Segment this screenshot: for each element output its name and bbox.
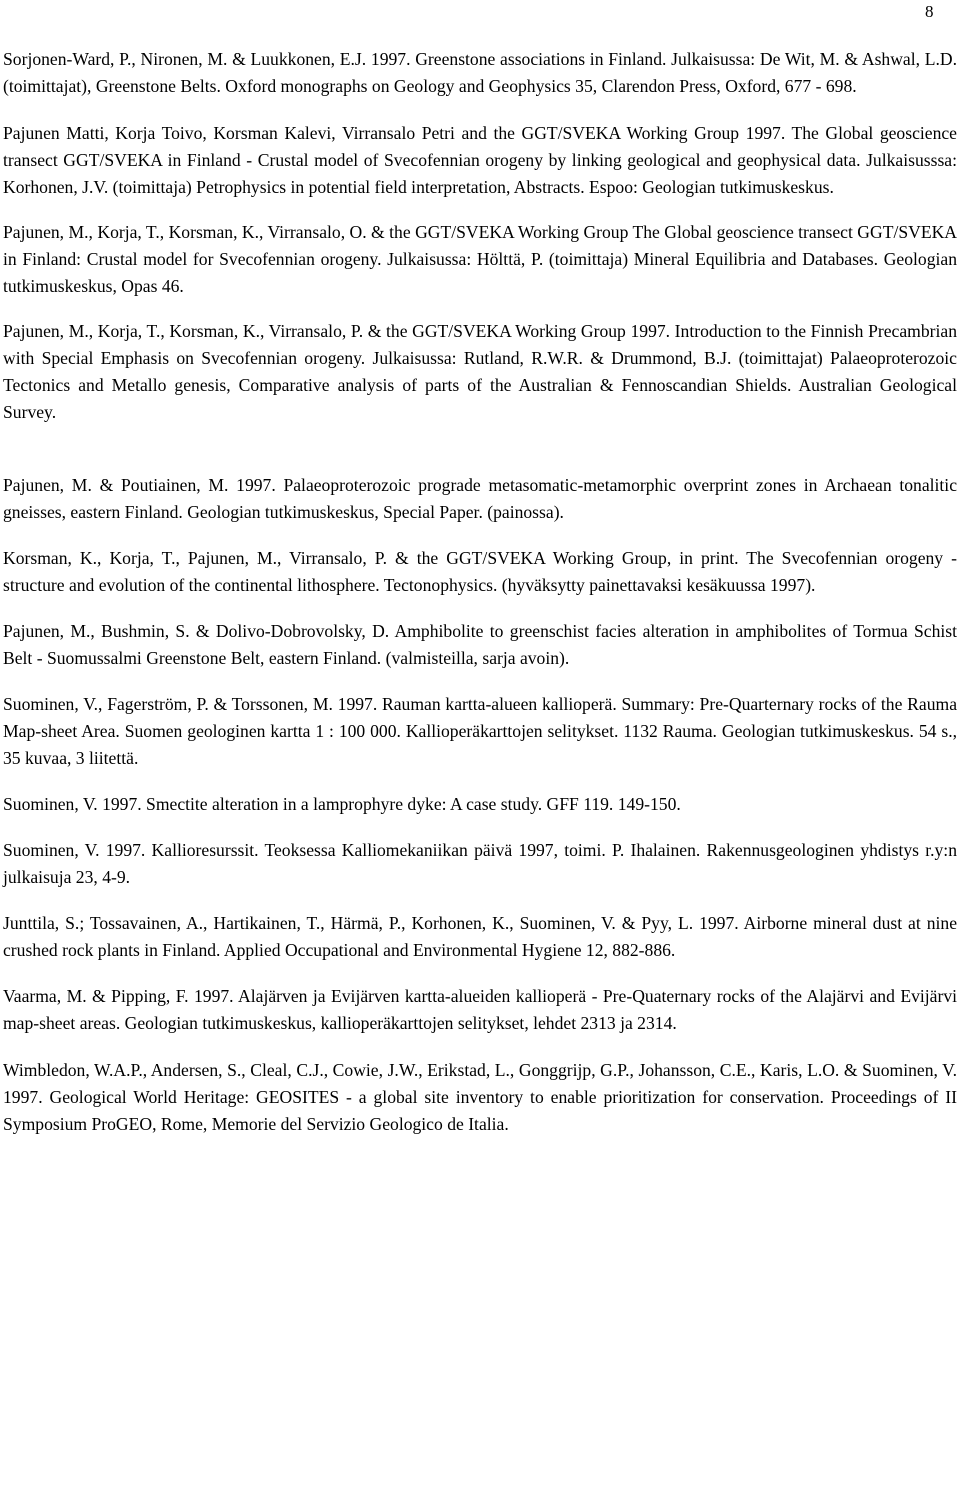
reference-entry: Junttila, S.; Tossavainen, A., Hartikainen, T., Härmä, P., Korhonen, K., Suominen, V. & Pyy, L. 1997. Airborne mineral dust at nine crushed rock plants in Finland. Applied Occupational and Environmental Hygiene 12, 882-886. xyxy=(3,913,957,960)
reference-entry: Suominen, V. 1997. Kallioresurssit. Teoksessa Kalliomekaniikan päivä 1997, toimi. P. Ihalainen. Rakennusgeologinen yhdistys r.y:n julkaisuja 23, 4-9. xyxy=(3,840,957,887)
reference-entry: Pajunen, M., Korja, T., Korsman, K., Virransalo, P. & the GGT/SVEKA Working Group 1997. Introduction to the Finnish Precambrian with Special Emphasis on Svecofennian orogeny. Julkaisussa: Rutland, R.W.R. & Drummond, B.J. (toimittajat) Palaeoproterozoic Tectonics and Metallo genesis, Comparative analysis of parts of the Australian & Fennoscandian Shields. Australian Geological Survey. xyxy=(3,321,957,422)
reference-entry: Suominen, V., Fagerström, P. & Torssonen, M. 1997. Rauman kartta-alueen kallioperä. Summary: Pre-Quarternary rocks of the Rauma Map-sheet Area. Suomen geologinen kartta 1 : 100 000. Kallioperäkarttojen selitykset. 1132 Rauma. Geologian tutkimuskeskus. 54 s., 35 kuvaa, 3 liitettä. xyxy=(3,694,957,768)
reference-entry: Sorjonen-Ward, P., Nironen, M. & Luukkonen, E.J. 1997. Greenstone associations in Finland. Julkaisussa: De Wit, M. & Ashwal, L.D. (toimittajat), Greenstone Belts. Oxford monographs on Geology and Geophysics 35, Clarendon Press, Oxford, 677 - 698. xyxy=(3,49,957,96)
reference-entry: Suominen, V. 1997. Smectite alteration in a lamprophyre dyke: A case study. GFF 119. 149-150. xyxy=(3,794,681,814)
reference-entry: Pajunen, M. & Poutiainen, M. 1997. Palaeoproterozoic prograde metasomatic-metamorphic overprint zones in Archaean tonalitic gneisses, eastern Finland. Geologian tutkimuskeskus, Special Paper. (painossa). xyxy=(3,475,957,522)
reference-entry: Vaarma, M. & Pipping, F. 1997. Alajärven ja Evijärven kartta-alueiden kallioperä - Pre-Quaternary rocks of the Alajärvi and Evijärvi map-sheet areas. Geologian tutkimuskeskus, kallioperäkarttojen selitykset, lehdet 2313 ja 2314. xyxy=(3,986,957,1033)
page-number: 8 xyxy=(925,2,934,21)
reference-list xyxy=(3,46,957,1138)
reference-entry: Pajunen, M., Bushmin, S. & Dolivo-Dobrovolsky, D. Amphibolite to greenschist facies alteration in amphibolites of Tormua Schist Belt - Suomussalmi Greenstone Belt, eastern Finland. (valmisteilla, sarja avoin). xyxy=(3,621,957,668)
reference-entry: Pajunen, M., Korja, T., Korsman, K., Virransalo, O. & the GGT/SVEKA Working Group The Global geoscience transect GGT/SVEKA in Finland: Crustal model for Svecofennian orogeny. Julkaisussa: Hölttä, P. (toimittaja) Mineral Equilibria and Databases. Geologian tutkimuskeskus, Opas 46. xyxy=(3,222,957,296)
reference-entry: Korsman, K., Korja, T., Pajunen, M., Virransalo, P. & the GGT/SVEKA Working Group, in print. The Svecofennian orogeny - structure and evolution of the continental lithosphere. Tectonophysics. (hyväksytty painettavaksi kesäkuussa 1997). xyxy=(3,548,957,595)
reference-entry: Wimbledon, W.A.P., Andersen, S., Cleal, C.J., Cowie, J.W., Erikstad, L., Gonggrijp, G.P., Johansson, C.E., Karis, L.O. & Suominen, V. 1997. Geological World Heritage: GEOSITES - a global site inventory to enable prioritization for conservation. Proceedings of II Symposium ProGEO, Rome, Memorie del Servizio Geologico de Italia. xyxy=(3,1060,957,1134)
reference-entry: Pajunen Matti, Korja Toivo, Korsman Kalevi, Virransalo Petri and the GGT/SVEKA Working Group 1997. The Global geoscience transect GGT/SVEKA in Finland - Crustal model of Svecofennian orogeny by linking geological and geophysical data. Julkaisusssa: Korhonen, J.V. (toimittaja) Petrophysics in potential field interpretation, Abstracts. Espoo: Geologian tutkimuskeskus. xyxy=(3,123,957,197)
